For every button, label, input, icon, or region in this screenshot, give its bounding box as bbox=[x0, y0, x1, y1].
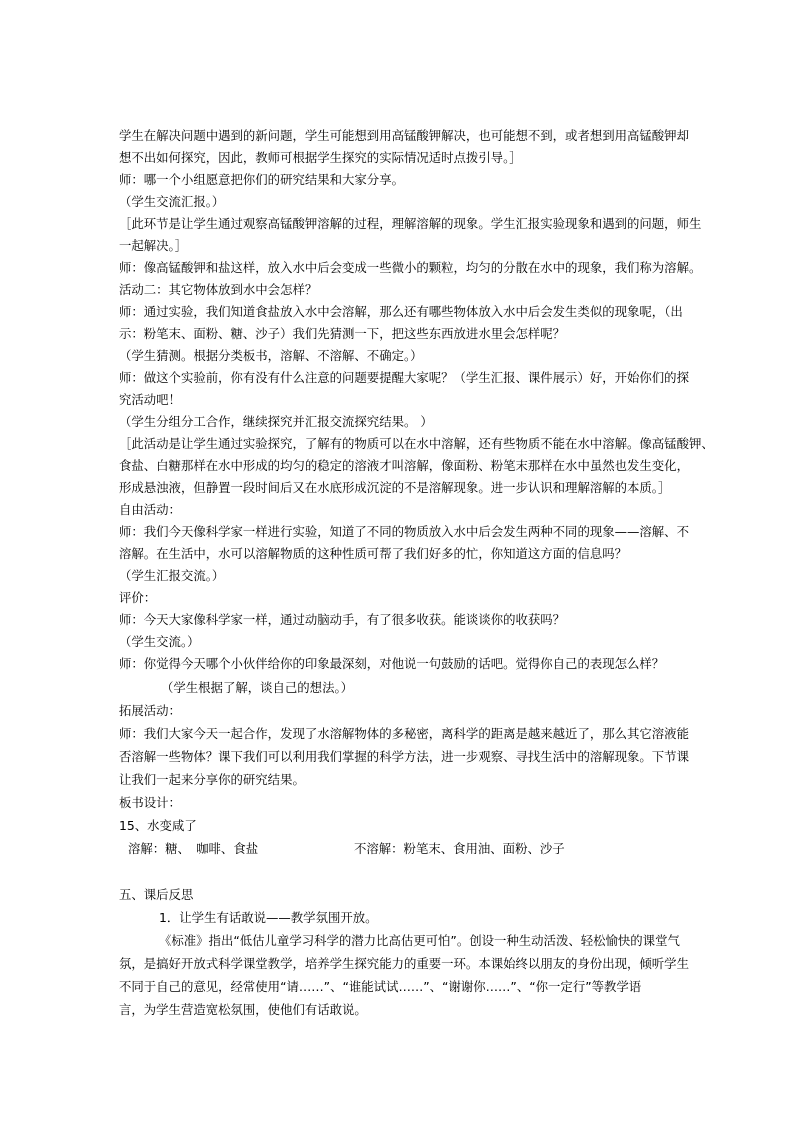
numbered-item: 1．让学生有话敢说——教学氛围开放。 bbox=[159, 910, 378, 925]
note-line: 一起解决。］ bbox=[119, 238, 188, 253]
section-heading: 活动二：其它物体放到水中会怎样？ bbox=[119, 282, 318, 297]
note-line: 食盐、白糖那样在水中形成的均匀的稳定的溶液才叫溶解，像面粉、粉笔末那样在水中虽然也发生变化， bbox=[119, 458, 689, 473]
body-text-line: 氛，是搞好开放式科学课堂教学，培养学生探究能力的重要一环。本课始终以朋友的身份出现，倾听学生 bbox=[119, 956, 689, 971]
dialogue-line: 师：我们今天像科学家一样进行实验，知道了不同的物质放入水中后会发生两种不同的现象——溶解、不 bbox=[119, 524, 689, 539]
dialogue-line: 师：通过实验，我们知道食盐放入水中会溶解，那么还有哪些物体放入水中后会发生类似的现象呢，（出 bbox=[119, 304, 683, 319]
dialogue-line: 让我们一起来分享你的研究结果。 bbox=[119, 772, 305, 787]
body-text-line: 想不出如何探究，因此，教师可根据学生探究的实际情况适时点拨引导。］ bbox=[119, 150, 522, 165]
board-title: 15、水变咸了 bbox=[119, 818, 197, 833]
dialogue-line: 师：哪一个小组愿意把你们的研究结果和大家分享。 bbox=[119, 172, 404, 187]
dialogue-line: 师：你觉得今天哪个小伙伴给你的印象最深刻，对他说一句鼓励的话吧。觉得你自己的表现怎么样？ bbox=[119, 656, 665, 671]
student-activity-line: （学生根据了解，谈自己的想法。） bbox=[161, 680, 354, 695]
student-activity-line: （学生交流。） bbox=[119, 634, 200, 649]
section-heading: 拓展活动： bbox=[119, 703, 181, 718]
dialogue-line: 溶解。在生活中，水可以溶解物质的这种性质可帮了我们好多的忙，你知道这方面的信息吗？ bbox=[119, 546, 628, 561]
section-heading: 自由活动： bbox=[119, 502, 181, 517]
student-activity-line: （学生汇报交流。） bbox=[119, 568, 225, 583]
note-line: 形成悬浊液，但静置一段时间后又在水底形成沉淀的不是溶解现象。进一步认识和理解溶解的本质。］ bbox=[119, 480, 671, 495]
dialogue-line: 否溶解一些物体？课下我们可以利用我们掌握的科学方法，进一步观察、寻找生活中的溶解现象。下节课 bbox=[119, 749, 689, 764]
student-activity-line: （学生猜测。根据分类板书，溶解、不溶解、不确定。） bbox=[119, 348, 423, 363]
dialogue-line: 师：做这个实验前，你有没有什么注意的问题要提醒大家呢？（学生汇报、课件展示）好，开始你们的探 bbox=[119, 370, 689, 385]
dialogue-line: 师：我们大家今天一起合作，发现了水溶解物体的多秘密，离科学的距离是越来越近了，那么其它溶液能 bbox=[119, 726, 689, 741]
board-not-dissolves-list: 不溶解：粉笔末、食用油、面粉、沙子 bbox=[354, 841, 565, 856]
note-line: ［此环节是让学生通过观察高锰酸钾溶解的过程，理解溶解的现象。学生汇报实验现象和遇到的问题，师生 bbox=[119, 216, 702, 231]
dialogue-line: 师：今天大家像科学家一样，通过动脑动手，有了很多收获。能谈谈你的收获吗？ bbox=[119, 612, 566, 627]
student-activity-line: （学生交流汇报。） bbox=[119, 194, 225, 209]
body-text-line: 学生在解决问题中遇到的新问题，学生可能想到用高锰酸钾解决，也可能想不到，或者想到用高锰酸钾却 bbox=[119, 128, 689, 143]
note-line: ［此活动是让学生通过实验探究，了解有的物质可以在水中溶解，还有些物质不能在水中溶解。像高锰酸钾、 bbox=[119, 436, 714, 451]
dialogue-line: 示：粉笔末、面粉、糖、沙子）我们先猜测一下，把这些东西放进水里会怎样呢？ bbox=[119, 326, 566, 341]
section-heading: 板书设计： bbox=[119, 795, 181, 810]
section-heading: 五、课后反思 bbox=[119, 887, 194, 902]
body-text-line: 不同于自己的意见，经常使用“请……”、“谁能试试……”、“谢谢你……”、“你一定行”等教学语 bbox=[119, 979, 642, 994]
section-heading: 评价： bbox=[119, 590, 157, 605]
board-dissolves-list: 溶解：糖、 咖啡、食盐 bbox=[128, 841, 259, 856]
body-text-line: 《标准》指出“低估儿童学习科学的潜力比高估更可怕”。创设一种生动活泼、轻松愉快的课堂气 bbox=[159, 933, 680, 948]
dialogue-line: 师：像高锰酸钾和盐这样，放入水中后会变成一些微小的颗粒，均匀的分散在水中的现象，我们称为溶解。 bbox=[119, 260, 702, 275]
dialogue-line: 究活动吧！ bbox=[119, 392, 181, 407]
body-text-line: 言，为学生营造宽松氛围，使他们有话敢说。 bbox=[119, 1002, 367, 1017]
student-activity-line: （学生分组分工合作，继续探究并汇报交流探究结果。 ） bbox=[119, 414, 433, 429]
